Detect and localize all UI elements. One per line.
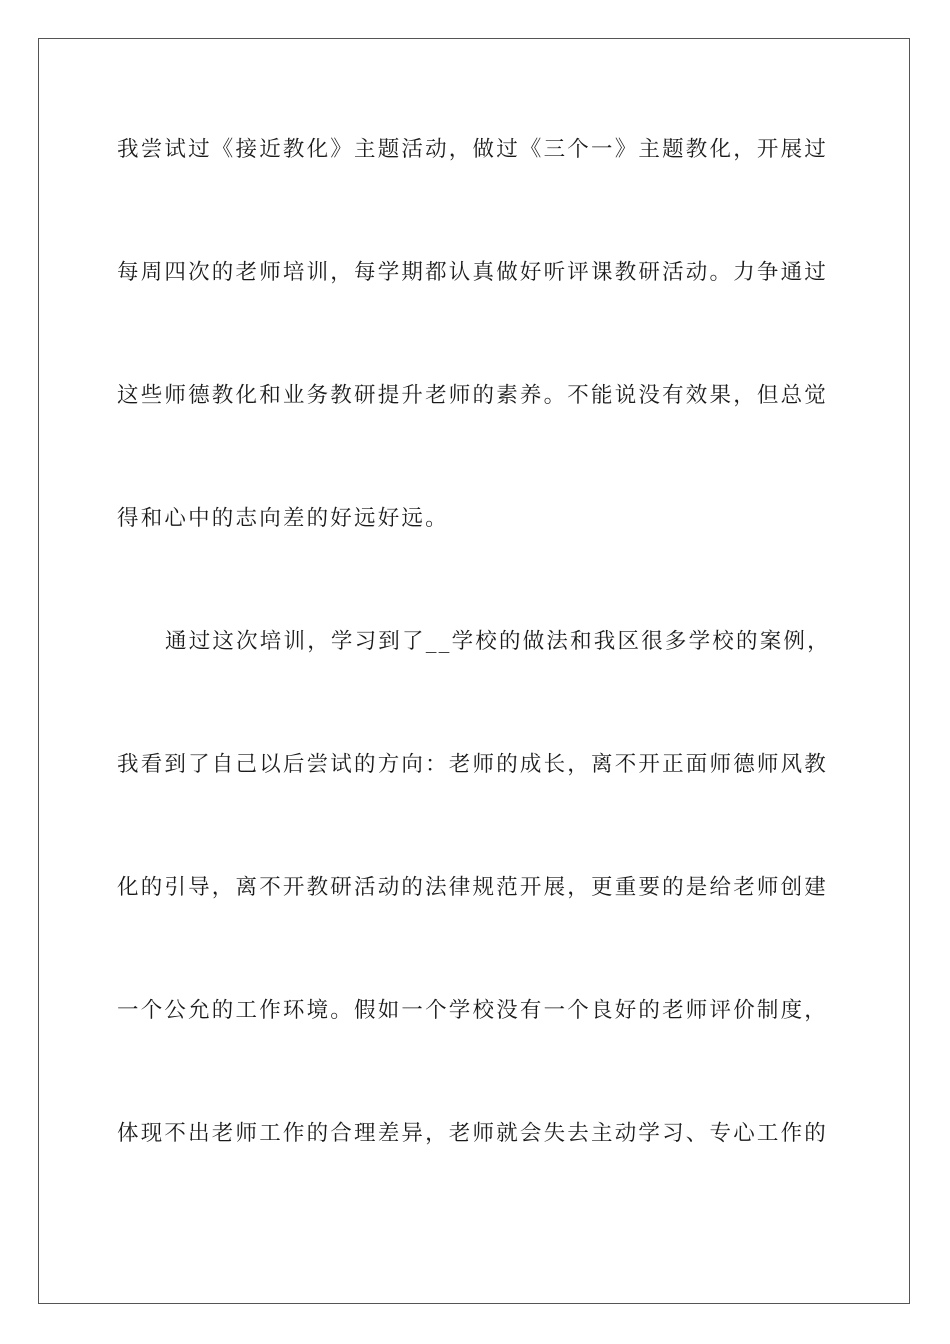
paragraph-line-indented: 通过这次培训，学习到了__学校的做法和我区很多学校的案例， — [165, 629, 831, 654]
paragraph-line: 我看到了自己以后尝试的方向：老师的成长，离不开正面师德师风教 — [117, 752, 829, 777]
paragraph-line: 体现不出老师工作的合理差异，老师就会失去主动学习、专心工作的 — [117, 1121, 829, 1146]
page-border — [38, 38, 910, 1304]
paragraph-line: 每周四次的老师培训，每学期都认真做好听评课教研活动。力争通过 — [117, 260, 829, 285]
paragraph-line: 我尝试过《接近教化》主题活动，做过《三个一》主题教化，开展过 — [117, 137, 829, 162]
paragraph-line: 得和心中的志向差的好远好远。 — [117, 506, 449, 531]
paragraph-line: 一个公允的工作环境。假如一个学校没有一个良好的老师评价制度， — [117, 998, 829, 1023]
paragraph-line: 这些师德教化和业务教研提升老师的素养。不能说没有效果，但总觉 — [117, 383, 829, 408]
paragraph-line: 化的引导，离不开教研活动的法律规范开展，更重要的是给老师创建 — [117, 875, 829, 900]
